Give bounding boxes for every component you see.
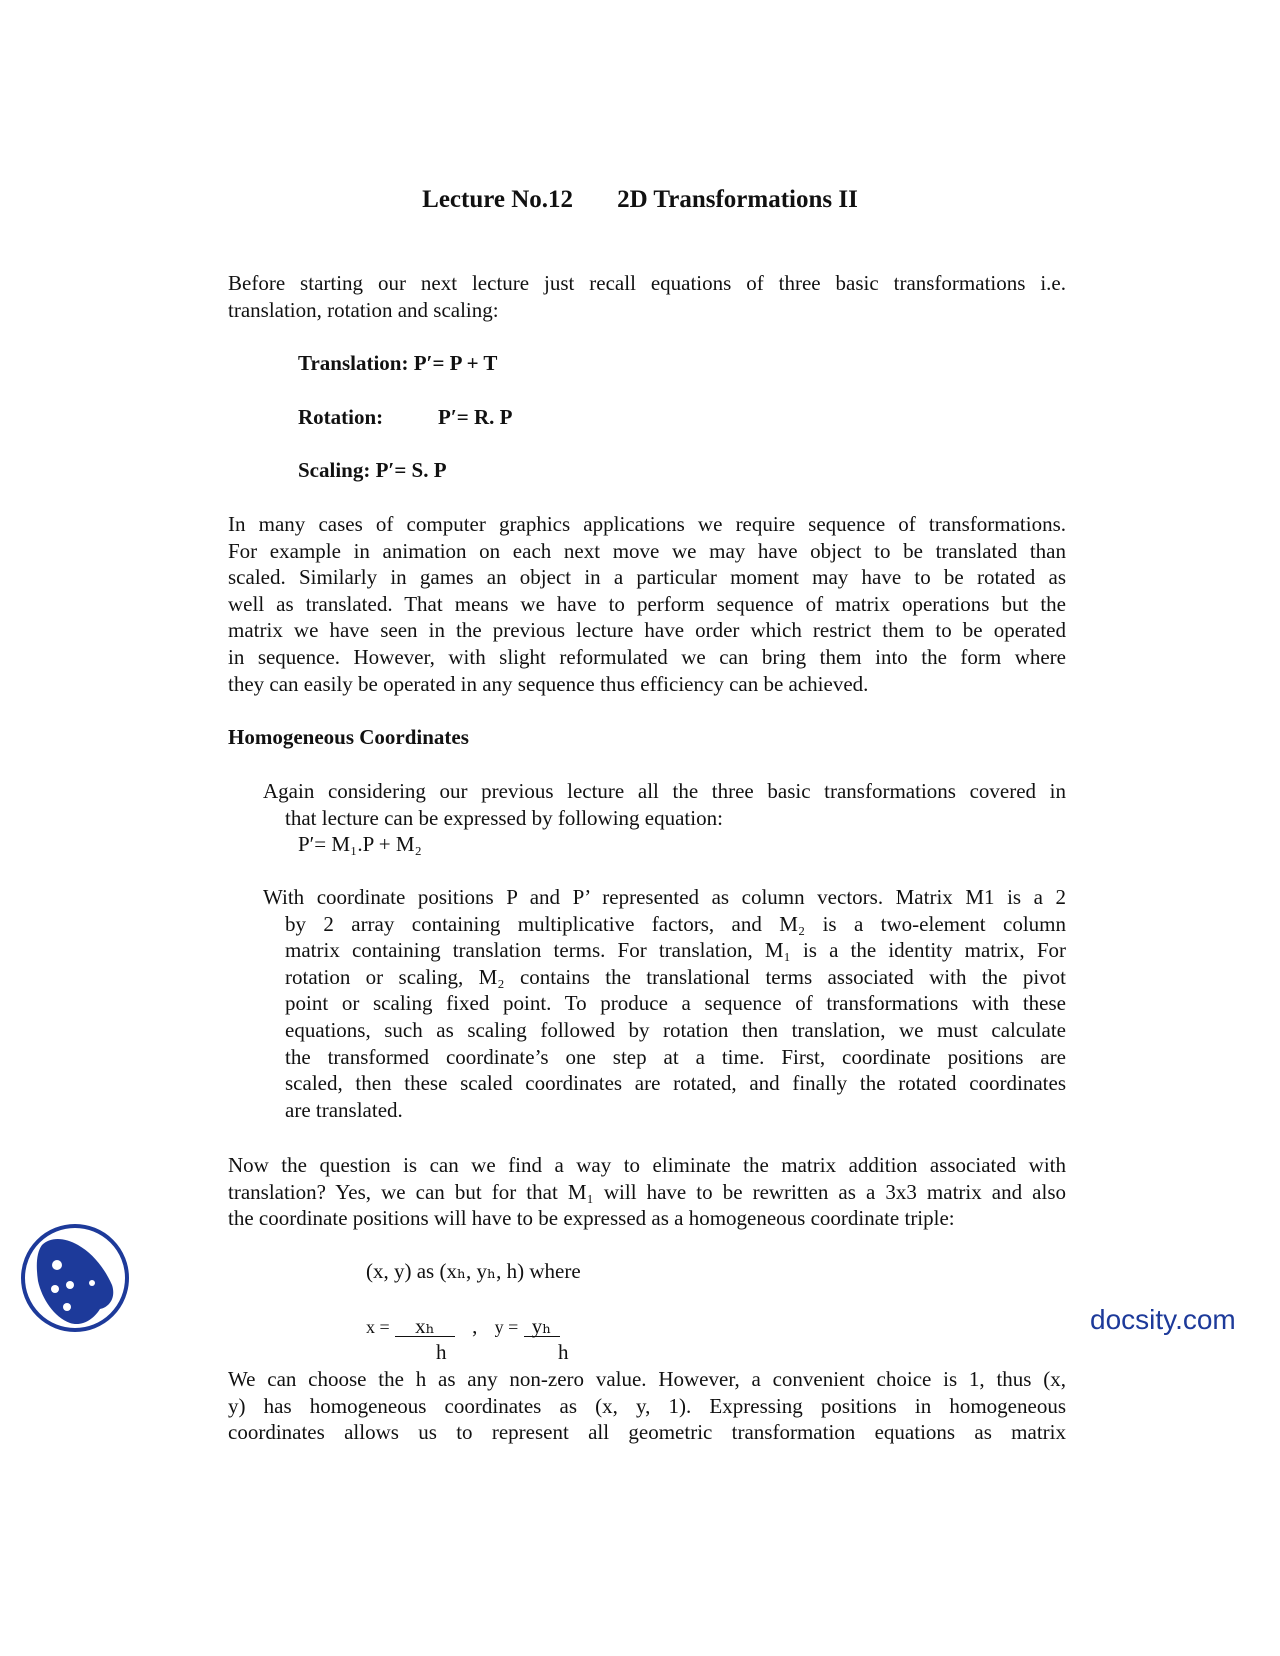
y-lhs: y = [494, 1317, 519, 1337]
text-line: scaled. Similarly in games an object in a particular moment may have to be rotated as [228, 565, 1066, 590]
choice-paragraph [228, 1366, 1066, 1446]
homogeneous-triple: (x, y) as (xₕ, yₕ, h) where [366, 1259, 581, 1283]
scaling-equation [298, 457, 447, 483]
text-line: that lecture can be expressed by following equation: [285, 805, 723, 830]
text-line: Again considering our previous lecture all the three basic transformations covered in [263, 779, 1066, 803]
text-line: coordinates allows us to represent all geometric transformation equations as matrix [228, 1420, 1066, 1445]
text-line: the transformed coordinate’s one step at a time. First, coordinate positions are [285, 1044, 1066, 1069]
label: Rotation: [298, 405, 384, 429]
sequence-paragraph [228, 511, 1066, 697]
y-numerator: yₕ [524, 1316, 560, 1337]
text-line: equations, such as scaling followed by rotation then translation, we must calculate [285, 1017, 1066, 1042]
homogeneous-paragraph [263, 778, 1066, 831]
lecture-number: Lecture No.12 [422, 186, 574, 213]
equation: P′= P + T [413, 351, 498, 375]
text-line: We can choose the h as any non-zero value. However, a convenient choice is 1, thus (x, [228, 1367, 1066, 1391]
label: Scaling: [298, 458, 371, 482]
text-line: matrix containing translation terms. For translation, M₁ is a the identity matrix, For [285, 938, 1066, 963]
text-line: translation? Yes, we can but for that M₁ will have to be rewritten as a 3x3 matrix and also [228, 1179, 1066, 1204]
text-line: matrix we have seen in the previous lecture have order which restrict them to be operated [228, 618, 1066, 643]
text-line: Now the question is can we find a way to eliminate the matrix addition associated with [228, 1153, 1066, 1177]
text-line: by 2 array containing multiplicative factors, and M₂ is a two-element column [285, 911, 1066, 936]
text-line: y) has homogeneous coordinates as (x, y, 1). Expressing positions in homogeneous [228, 1393, 1066, 1418]
x-lhs: x = [366, 1317, 390, 1337]
text-line: are translated. [285, 1097, 403, 1122]
docsity-logo-icon [20, 1223, 130, 1333]
text-line: translation, rotation and scaling: [228, 297, 499, 322]
equation: P′= R. P [438, 405, 513, 429]
label: Translation: [298, 351, 409, 375]
x-denominator: h [436, 1340, 447, 1364]
text-line: point or scaling fixed point. To produce a sequence of transformations with these [285, 991, 1066, 1016]
text-line: In many cases of computer graphics applications we require sequence of transformations. [228, 512, 1066, 536]
column-vector-paragraph [263, 884, 1066, 1123]
fraction-x [366, 1314, 560, 1339]
general-equation: P′= M₁.P + M₂ [298, 832, 422, 856]
question-paragraph [228, 1152, 1066, 1232]
section-heading: Homogeneous Coordinates [228, 725, 469, 749]
text-line: Before starting our next lecture just recall equations of three basic transformations i.e. [228, 271, 1066, 295]
text-line: the coordinate positions will have to be expressed as a homogeneous coordinate triple: [228, 1206, 955, 1231]
rotation-equation [298, 404, 512, 430]
page-title [0, 186, 1280, 214]
intro-paragraph [228, 270, 1066, 323]
text-line: rotation or scaling, M₂ contains the translational terms associated with the pivot [285, 964, 1066, 989]
text-line: With coordinate positions P and P’ represented as column vectors. Matrix M1 is a 2 [263, 885, 1066, 909]
text-line: scaled, then these scaled coordinates are rotated, and finally the rotated coordinates [285, 1071, 1066, 1096]
text-line: well as translated. That means we have to perform sequence of matrix operations but the [228, 591, 1066, 616]
equation: P′= S. P [375, 458, 447, 482]
separator: , [472, 1314, 478, 1338]
x-numerator: xₕ [395, 1316, 455, 1337]
text-line: they can easily be operated in any sequence thus efficiency can be achieved. [228, 671, 869, 696]
y-denominator: h [558, 1340, 569, 1364]
lecture-topic: 2D Transformations II [617, 186, 858, 213]
translation-equation [298, 350, 497, 376]
text-line: For example in animation on each next move we may have object to be translated than [228, 538, 1066, 563]
text-line: in sequence. However, with slight reformulated we can bring them into the form where [228, 644, 1066, 669]
docsity-brand-link[interactable]: docsity.com [1090, 1304, 1236, 1335]
